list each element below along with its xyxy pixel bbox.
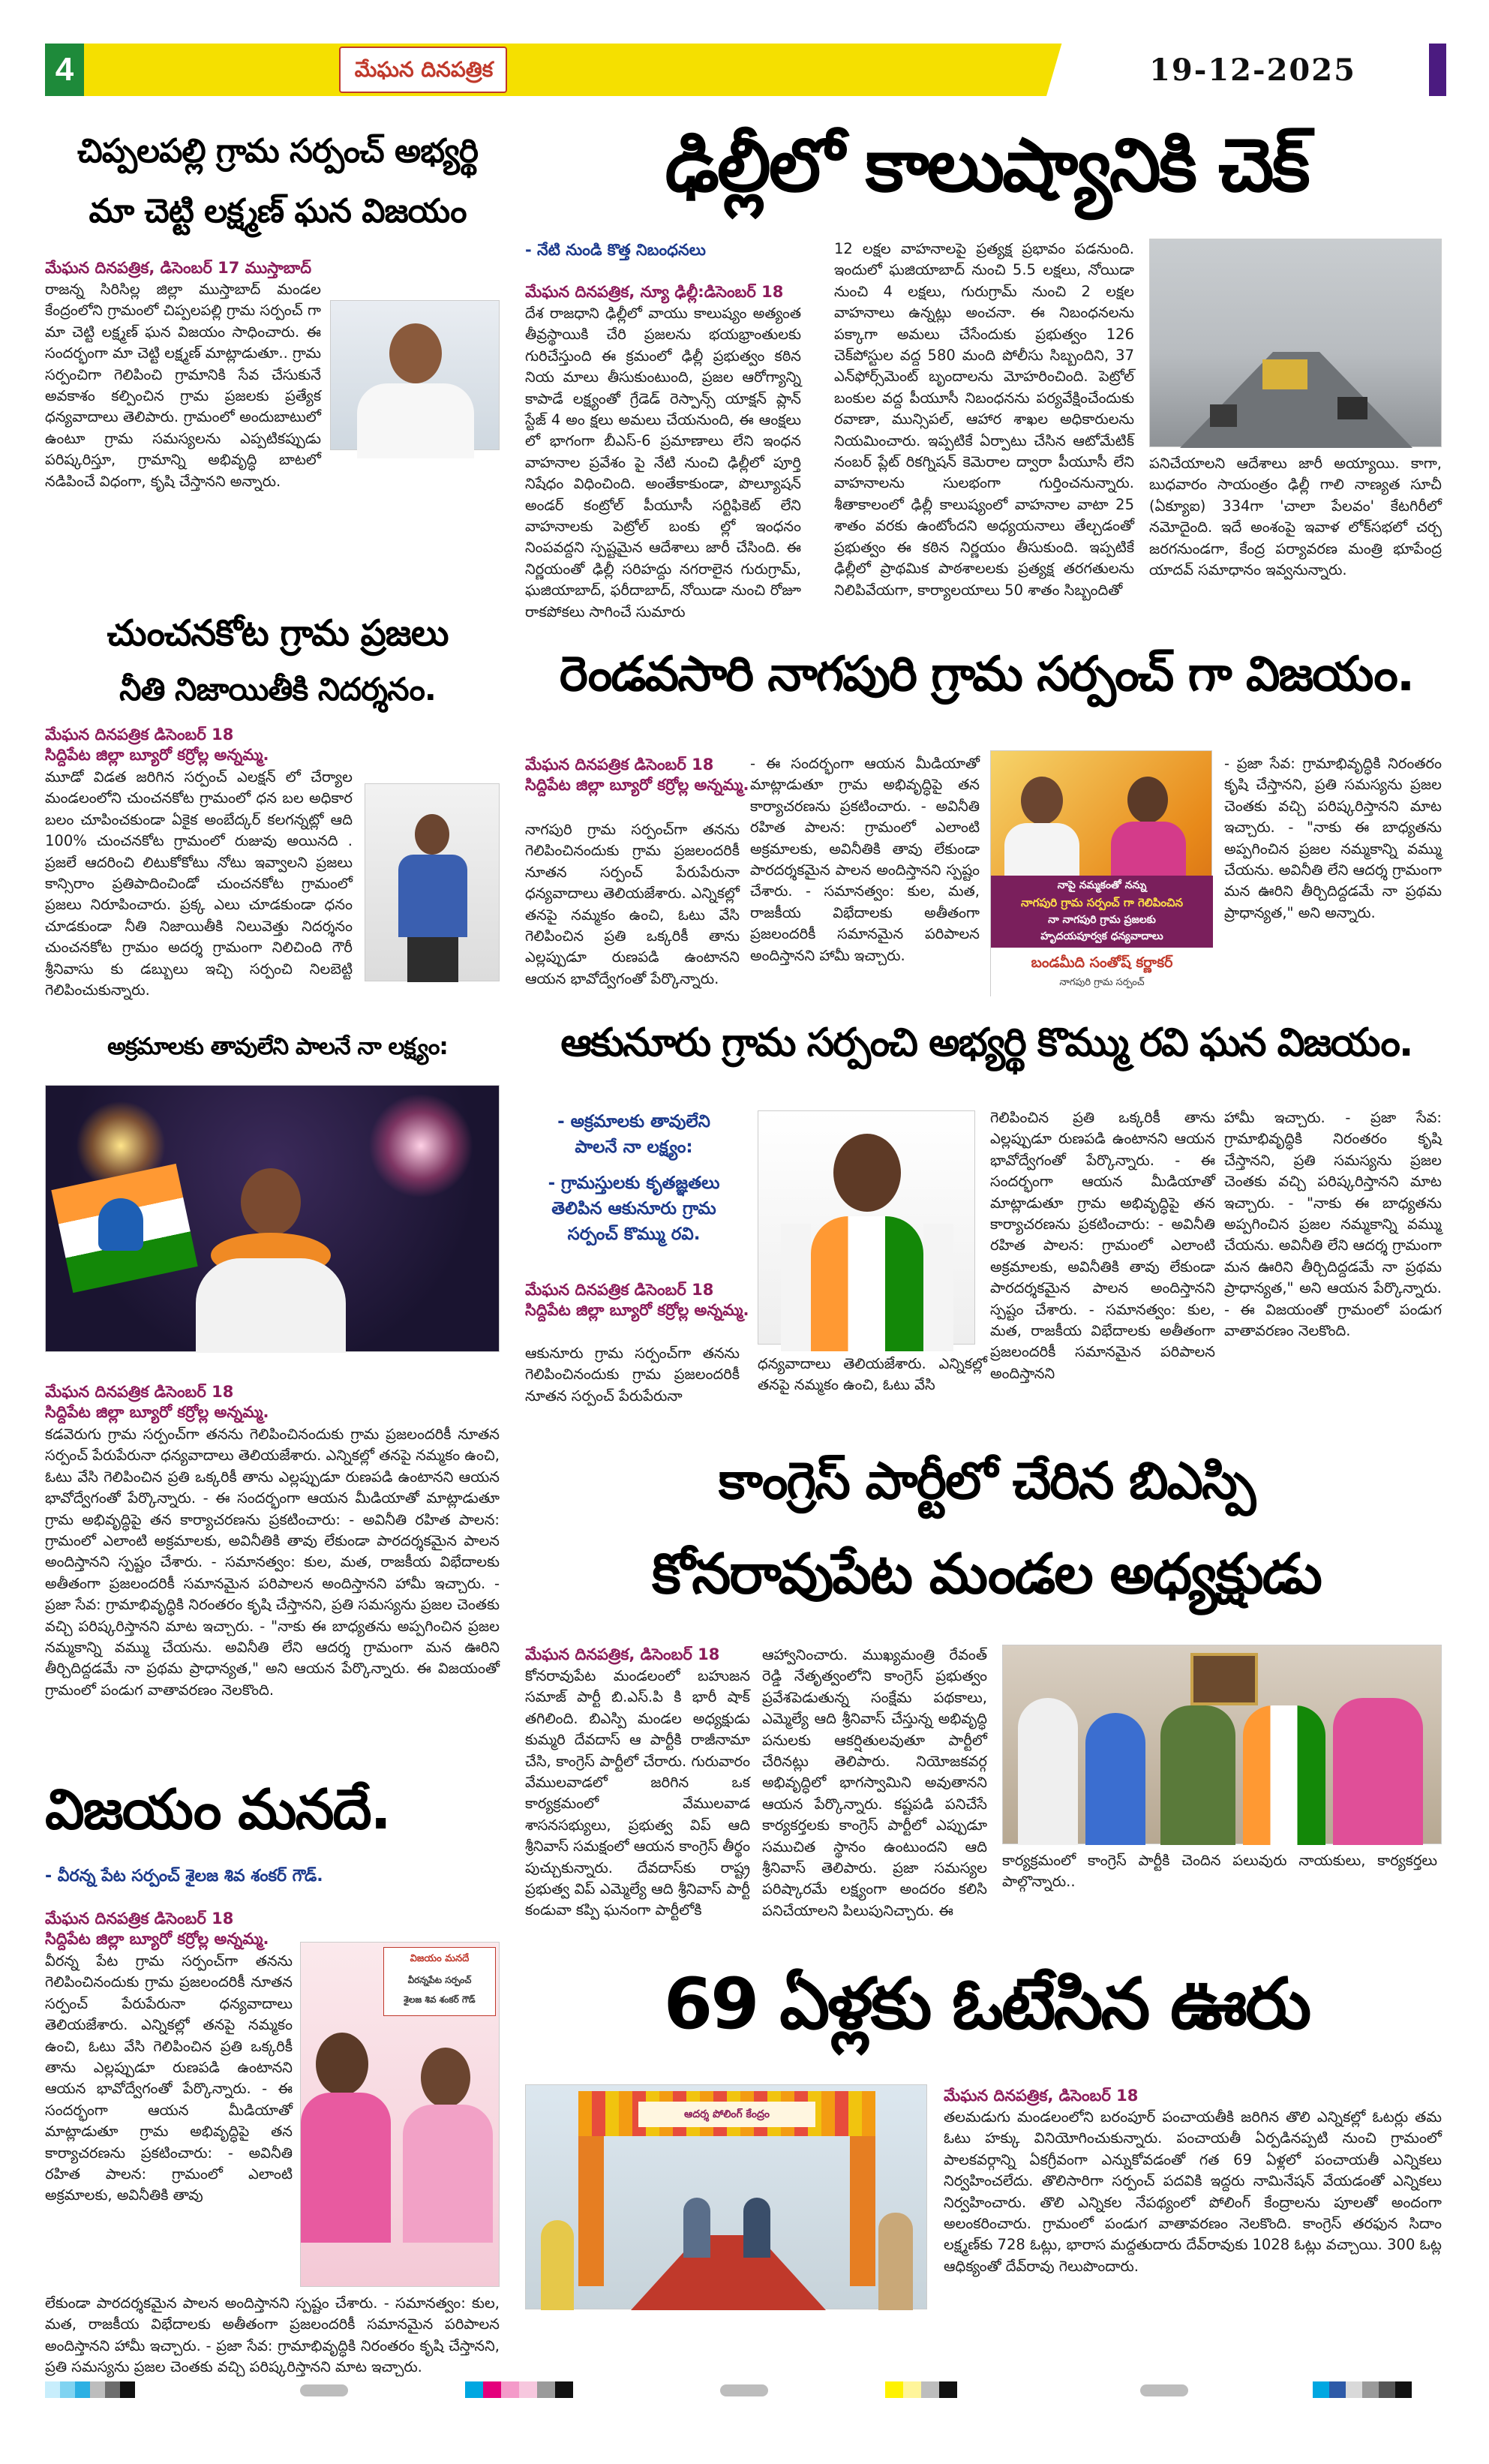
- a6-dateline-line2: సిద్దిపేట జిల్లా బ్యూరో కర్రోల్ల అన్నమ్మ.: [525, 1301, 749, 1319]
- a2-body-col3: పనిచేయాలని ఆదేశాలు జారీ అయ్యాయి. కాగా, బుధవారం సాయంత్రం ఢిల్లీ గాలి నాణ్యత సూచీ (ఏక్యూఐ) 334గా 'చాలా పేలవం' కేటగిరీలో నమోదైంది. ఇదే అంశంపై ఇవాళ లోక్‌సభలో చర్చ జరగనుండగా, కేంద్ర పర్యావరణ మంత్రి భూపేంద్ర యాదవ్ సమాధానం ఇవ్వనున్నారు.: [1149, 455, 1442, 579]
- register-pill: [300, 2384, 348, 2396]
- person-head-icon: [241, 1168, 301, 1236]
- swatch-magenta-light: [501, 2381, 519, 2398]
- masthead-title: మేఘన దినపత్రిక: [354, 57, 494, 82]
- person-shape: [1018, 1698, 1078, 1845]
- a1-headline-line2: మా చెట్టి లక్ష్మణ్ ఘన విజయం: [89, 192, 467, 230]
- poster-line1: విజయం మనదే: [410, 1953, 470, 1964]
- a8-dateline-line1: మేఘన దినపత్రిక డిసెంబర్ 18: [45, 1910, 234, 1928]
- a2-dateline: మేఘన దినపత్రిక, న్యూ ఢిల్లీ:డిసెంబర్ 18: [525, 283, 784, 301]
- a4-body-col1: నాగపురి గ్రామ సర్పంచ్‌గా తనను గెలిపించినందుకు గ్రామ ప్రజలందరికీ నూతన సర్పంచ్ పేరుపేరునా ధన్యవాదాలు తెలియజేశారు. ఎన్నికల్లో తనపై నమ్మకం ఉంచి, ఓటు వేసి గెలిపించిన ప్రతి ఒక్కరికీ తాను ఎల్లప్పుడూ రుణపడి ఉంటానని ఆయన భావోద్వేగంతో పేర్కొన్నారు.: [525, 821, 740, 987]
- a9-polling-photo: [525, 2084, 927, 2309]
- vehicle-shape: [1337, 397, 1367, 419]
- a3-headline-line1: చుంచనకోట గ్రామ ప్రజలు: [107, 612, 449, 654]
- a4-dateline-line2: సిద్దిపేట జిల్లా బ్యూరో కర్రోల్ల అన్నమ్మ.: [525, 776, 749, 794]
- a6-candidate-photo: [758, 1110, 975, 1345]
- person-head-icon: [1127, 777, 1168, 823]
- register-pill: [720, 2384, 768, 2396]
- a8-body-narrow: వీరన్న పేట గ్రామ సర్పంచ్‌గా తనను గెలిపించినందుకు గ్రామ ప్రజలందరికీ నూతన సర్పంచ్ పేరుపేరునా ధన్యవాదాలు తెలియజేశారు. ఎన్నికల్లో తనపై నమ్మకం ఉంచి, ఓటు వేసి గెలిపించిన ప్రతి ఒక్కరికీ తాను ఎల్లప్పుడూ రుణపడి ఉంటానని ఆయన భావోద్వేగంతో పేర్కొన్నారు. - ఈ సందర్భంగా ఆయన మీడియాతో మాట్లాడుతూ గ్రామ అభివృద్ధిపై తన కార్యాచరణను ప్రకటించారు: - అవినీతి రహిత పాలన: గ్రామంలో ఎలాంటి అక్రమాలకు, అవినీతికి తావు: [45, 1952, 293, 2204]
- person-shirt-icon: [1004, 823, 1079, 876]
- a6-subhead-4: తెలిపిన ఆకునూరు గ్రామ: [551, 1199, 716, 1218]
- swatch-cyan: [60, 2381, 75, 2398]
- poster-line2: వీరన్నపేట సర్పంచ్: [407, 1975, 472, 1985]
- wall-portrait-shape: [1190, 1653, 1258, 1705]
- issue-date: 19-12-2025: [1149, 53, 1356, 88]
- a5-celebration-photo: [45, 1085, 500, 1352]
- person-head-icon: [415, 814, 449, 855]
- a6-body-col3: హామీ ఇచ్చారు. - ప్రజా సేవ: గ్రామాభివృద్ధికి నిరంతరం కృషి చేస్తానని, ప్రతి సమస్యను ప్రజల చెంతకు వచ్చి పరిష్కరిస్తానని మాట ఇచ్చారు. - "నాకు ఈ బాధ్యతను అప్పగించిన ప్రజల నమ్మకాన్ని వమ్ము చేయను. అవినీతి లేని ఆదర్శ గ్రామంగా మన ఊరిని తీర్చిదిద్దడమే నా ప్రథమ ప్రాధాన్యత," అని ఆయన పేర్కొన్నారు. - ఈ విజయంతో గ్రామంలో పండుగ వాతావరణం నెలకొంది.: [1224, 1109, 1442, 1340]
- a6-subhead-5: సర్పంచ్ కొమ్ము రవి.: [567, 1224, 701, 1244]
- swatch-grey: [1362, 2381, 1379, 2398]
- person-head-icon: [1021, 777, 1063, 825]
- a8-poster-photo: [300, 1942, 500, 2287]
- a2-body-col2: 12 లక్షల వాహనాలపై ప్రత్యక్ష ప్రభావం పడనుంది. ఇందులో ఘజియాబాద్ నుంచి 5.5 లక్షలు, నోయిడా నుంచి 4 లక్షలు, గురుగ్రామ్ నుంచి 2 లక్షల వాహనాలు ఉన్నట్లు అంచనా. ఈ నిబంధనలను పక్కాగా అమలు చేసేందుకు ప్రభుత్వం 126 చెక్‌పోస్టుల వద్ద 580 మంది పోలీసు సిబ్బందిని, 37 ఎన్‌ఫోర్స్‌మెంట్ బృందాలను మోహరించింది. పెట్రోల్ బంకుల వద్ద పీయూసీ నిబంధనను పర్యవేక్షించేందుకు రవాణా, మున్సిపల్, ఆహార శాఖల అధికారులను నియమించారు. ఇప్పటికే ఏర్పాటు చేసిన ఆటోమేటిక్ నంబర్ ప్లేట్ రికగ్నిషన్ కెమెరాల ద్వారా పీయూసీ లేని వాహనాలను సులభంగా గుర్తించనున్నారు. శీతాకాలంలో ఢిల్లీ కాలుష్యంలో వాహనాల వాటా 25 శాతం వరకు ఉంటోందని అధ్యయనాలు తేల్చడంతో ప్రభుత్వం ఈ కఠిన నిర్ణయం తీసుకుంది. ఇప్పటికే ఢిల్లీలో ప్రాథమిక పాఠశాలలకు ప్రత్యక్ష తరగతులను నిలిపివేయగా, కార్యాలయాలు 50 శాతం సిబ్బందితో: [834, 240, 1134, 599]
- a4-body-col3: - ప్రజా సేవ: గ్రామాభివృద్ధికి నిరంతరం కృషి చేస్తానని, ప్రతి సమస్యను ప్రజల చెంతకు వచ్చి పరిష్కరిస్తానని మాట ఇచ్చారు. - "నాకు ఈ బాధ్యతను అప్పగించిన ప్రజల నమ్మకాన్ని వమ్ము చేయను. అవినీతి లేని ఆదర్శ గ్రామంగా మన ఊరిని తీర్చిదిద్దడమే నా ప్రథమ ప్రాధాన్యత," అని అన్నారు.: [1224, 755, 1442, 921]
- swatch-cyan: [1313, 2381, 1329, 2398]
- swatch-yellow-light: [903, 2381, 921, 2398]
- swatch-blue: [1329, 2381, 1346, 2398]
- party-hand-symbol-icon: [98, 1198, 143, 1251]
- color-bar-right: [1313, 2381, 1412, 2398]
- arch-pillar-shape: [850, 2136, 875, 2286]
- swatch-dark-grey: [1379, 2381, 1395, 2398]
- a2-subhead: - నేటి నుండి కొత్త నిబంధనలు: [525, 241, 706, 259]
- a4-victory-poster: [990, 750, 1212, 996]
- person-head-icon: [421, 2048, 470, 2108]
- a3-candidate-photo: [365, 783, 500, 981]
- person-legs-icon: [407, 937, 458, 982]
- person-shape: [1085, 1713, 1145, 1845]
- swatch-yellow: [885, 2381, 903, 2398]
- a3-headline-line2: నీతి నిజాయితీకి నిదర్శనం.: [119, 671, 436, 708]
- swatch-magenta: [483, 2381, 501, 2398]
- a1-dateline: మేఘన దినపత్రిక, డిసెంబర్ 17 ముస్తాబాద్: [45, 259, 312, 277]
- swatch-cyan: [465, 2381, 483, 2398]
- a7-body-col2: ఆహ్వానించారు. ముఖ్యమంత్రి రేవంత్ రెడ్డి నేతృత్వంలోని కాంగ్రెస్ ప్రభుత్వం ప్రవేశపెడుతున్న సంక్షేమ పథకాలు, ఎమ్మెల్యే ఆది శ్రీనివాస్ చేస్తున్న అభివృద్ధి పనులకు ఆకర్షితులవుతూ పార్టీలో చేరినట్లు తెలిపారు. నియోజకవర్గ అభివృద్ధిలో భాగస్వామిని అవుతానని ఆయన పేర్కొన్నారు. కష్టపడి పనిచేసే కార్యకర్తలకు కాంగ్రెస్ పార్టీలో ఎప్పుడూ సముచిత స్థానం ఉంటుందని ఆది శ్రీనివాస్ తెలిపారు. ప్రజా సమస్యల పరిష్కారమే లక్ష్యంగా అందరం కలిసి పనిచేయాలని పిలుపునిచ్చారు. ఈ: [762, 1646, 987, 1919]
- a3-body: మూడో విడత జరిగిన సర్పంచ్ ఎలక్షన్ లో చేర్యాల మండలంలోని చుంచనకోట గ్రామంలో ధన బల అధికార బలం చూపించకుండా ఏకైక అంబేద్కర్ కలగన్నట్లో ఆది 100% చుంచనకోట గ్రామంలో రుజువు అయినది . ప్రజలే ఆదరించి లిటుకోకోటు నోటు ఇవ్వాలని ప్రజలు కాన్సిరాం ప్రతిపాదించిండో చుంచనకోట గ్రామంలో ప్రజలు నిరూపించారు. ప్రక్క ఎలు చూడకుండా ధనం చూడకుండా నీతి నిజాయితీకి నిలువెత్తు నిదర్శనం చుంచనకోట గ్రామం అదర్శ గ్రామంగా నిలిచింది గౌరీ శ్రీనివాసు కు డబ్బులు ఇచ్చి సర్పంచి నిలబెట్టి గెలిపించుకున్నారు.: [45, 768, 353, 999]
- a8-headline: విజయం మనదే.: [45, 1777, 390, 1842]
- a6-subhead-1: - అక్రమాలకు తావులేని: [557, 1112, 710, 1131]
- person-shirt-icon: [398, 855, 467, 937]
- swatch-grey: [921, 2381, 939, 2398]
- a1-body: రాజన్న సిరిసిల్ల జిల్లా ముస్తాబాద్ మండల కేంద్రంలోని గ్రామంలో చిప్పలపల్లి గ్రామ సర్పంచ్ గా మా చెట్టి లక్ష్మణ్ ఘన విజయం సాధించారు. ఈ సందర్భంగా మా చెట్టి లక్ష్మణ్ మాట్లాడుతూ.. గ్రామ సర్పంచిగా గెలిపించి గ్రామానికి సేవ చేసుకునే అవకాశం కల్పించిన గ్రామ ప్రజలకు ప్రత్యేక ధన్యవాదాలు తెలిపారు. గ్రామంలో అందుబాటులో ఉంటూ గ్రామ సమస్యలను ఎప్పటికప్పుడు పరిష్కరిస్తూ, గ్రామాన్ని అభివృద్ధి బాటలో నడిపించే విధంగా, కృషి చేస్తానని అన్నారు.: [45, 281, 321, 490]
- poster-line1: నాపై నమ్మకంతో నన్ను: [1057, 879, 1147, 891]
- a6-body-under-photo: ధన్యవాదాలు తెలియజేశారు. ఎన్నికల్లో తనపై నమ్మకం ఉంచి, ఓటు వేసి: [758, 1355, 987, 1394]
- a9-headline: 69 ఏళ్లకు ఓటేసిన ఊరు: [663, 1964, 1310, 2045]
- person-shape: [541, 2220, 574, 2310]
- person-shirt-icon: [781, 1224, 811, 1351]
- swatch-cyan-dark: [75, 2381, 90, 2398]
- swatch-grey: [90, 2381, 105, 2398]
- a8-dateline-line2: సిద్దిపేట జిల్లా బ్యూరో కర్రోల్ల అన్నమ్మ.: [45, 1930, 269, 1948]
- a6-subhead-2: పాలనే నా లక్ష్యం:: [575, 1137, 693, 1157]
- a9-dateline: మేఘన దినపత్రిక, డిసెంబర్ 18: [944, 2087, 1139, 2105]
- a2-headline: ఢిల్లీలో కాలుష్యానికి చెక్: [665, 123, 1308, 209]
- a6-dateline-line1: మేఘన దినపత్రిక డిసెంబర్ 18: [525, 1281, 714, 1299]
- a5-body: కడవెరుగు గ్రామ సర్పంచ్‌గా తనను గెలిపించినందుకు గ్రామ ప్రజలందరికీ నూతన సర్పంచ్ పేరుపేరునా ధన్యవాదాలు తెలియజేశారు. ఎన్నికల్లో తనపై నమ్మకం ఉంచి, ఓటు వేసి గెలిపించిన ప్రతి ఒక్కరికీ తాను ఎల్లప్పుడూ రుణపడి ఉంటానని ఆయన భావోద్వేగంతో పేర్కొన్నారు. - ఈ సందర్భంగా ఆయన మీడియాతో మాట్లాడుతూ గ్రామ అభివృద్ధిపై తన కార్యాచరణను ప్రకటించారు: - అవినీతి రహిత పాలన: గ్రామంలో ఎలాంటి అక్రమాలకు, అవినీతికి తావు లేకుండా పారదర్శకమైన పాలన అందిస్తానని స్పష్టం చేశారు. - సమానత్వం: కుల, మత, రాజకీయ విభేదాలకు అతీతంగా ప్రజలందరికీ సమానమైన పరిపాలన అందిస్తానని హామీ ఇచ్చారు. - ప్రజా సేవ: గ్రామాభివృద్ధికి నిరంతరం కృషి చేస్తానని, ప్రతి సమస్యను ప్రజల చెంతకు వచ్చి పరిష్కరిస్తానని మాట ఇచ్చారు. - "నాకు ఈ బాధ్యతను అప్పగించిన ప్రజల నమ్మకాన్ని వమ్ము చేయను. అవినీతి లేని ఆదర్శ గ్రామంగా మన ఊరిని తీర్చిదిద్దడమే నా ప్రథమ ప్రాధాన్యత," అని ఆయన పేర్కొన్నారు. ఈ విజయంతో గ్రామంలో పండుగ వాతావరణం నెలకొంది.: [45, 1426, 500, 1699]
- a5-headline: అక్రమాలకు తావులేని పాలనే నా లక్ష్యం:: [107, 1033, 448, 1060]
- poster-line4: హృదయపూర్వక ధన్యవాదాలు: [1040, 930, 1163, 942]
- register-pill: [1140, 2384, 1188, 2396]
- person-shape: [743, 2198, 770, 2258]
- a3-dateline-line2: సిద్దిపేట జిల్లా బ్యూరో కర్రోల్ల అన్నమ్మ.: [45, 746, 269, 764]
- person-head-icon: [389, 323, 442, 383]
- a5-dateline-line2: సిద్దిపేట జిల్లా బ్యూరో కర్రోల్ల అన్నమ్మ.: [45, 1403, 269, 1421]
- color-bar-mid: [465, 2381, 573, 2398]
- a8-subhead: - వీరన్న పేట సర్పంచ్ శైలజ శివ శంకర్ గౌడ్.: [45, 1867, 323, 1886]
- a2-body-col1: దేశ రాజధాని ఢిల్లీలో వాయు కాలుష్యం అత్యంత తీవ్రస్థాయికి చేరి ప్రజలను భయభ్రాంతులకు గురిచేస్తుంది ఈ క్రమంలో ఢిల్లీ ప్రభుత్వం కఠిన నియ మాలు తీసుకుంటుంది, ప్రజల ఆరోగ్యాన్ని కాపాడే లక్ష్యంతో గ్రేడెడ్ రెస్పాన్స్ యాక్షన్ ప్లాన్ స్టేజ్ 4 అం క్షలు అమలు చేయనుంది, ఈ ఆంక్షలు లో భాగంగా బీఎస్-6 ప్రమాణాలు లేని ఇంధన వాహనాల ప్రవేశం పై నేటి నుంచి ఢిల్లీలో పూర్తి నిషేధం విధించింది. అంతేకాకుండా, పొల్యూషన్ అండర్ కంట్రోల్ పీయూసీ సర్టిఫికెట్ లేని వాహనాలకు పెట్రోల్ బంకు ల్లో ఇంధనం నింపవద్దని స్పష్టమైన ఆదేశాలు జారీ చేసింది. ఈ నిర్ణయంతో ఢిల్లీ సరిహద్దు నగరాలైన గురుగ్రామ్, ఘజియాబాద్, ఫరీదాబాద్, నోయిడా నుంచి రోజూ రాకపోకలు సాగించే సుమారు: [525, 305, 801, 621]
- swatch-black: [555, 2381, 573, 2398]
- a7-headline-line2: కోనరావుపేట మండల అధ్యక్షుడు: [652, 1542, 1321, 1606]
- vehicle-shape: [1210, 404, 1237, 427]
- a1-candidate-photo: [330, 300, 500, 450]
- person-shirt-icon: [357, 383, 474, 458]
- a8-body-full: లేకుండా పారదర్శకమైన పాలన అందిస్తానని స్పష్టం చేశారు. - సమానత్వం: కుల, మత, రాజకీయ విభేదాలకు అతీతంగా ప్రజలందరికీ సమానమైన పరిపాలన అందిస్తానని హామీ ఇచ్చారు. - ప్రజా సేవ: గ్రామాభివృద్ధికి నిరంతరం కృషి చేస్తానని, ప్రతి సమస్యను ప్రజల చెంతకు వచ్చి పరిష్కరిస్తానని మాట ఇచ్చారు.: [45, 2294, 500, 2376]
- swatch-dark-grey: [105, 2381, 120, 2398]
- page-number: 4: [45, 44, 84, 96]
- person-shape: [683, 2198, 710, 2258]
- a4-body-col2: - ఈ సందర్భంగా ఆయన మీడియాతో మాట్లాడుతూ గ్రామ అభివృద్ధిపై తన కార్యాచరణను ప్రకటించారు. - అవినీతి రహిత పాలన: గ్రామంలో ఎలాంటి అక్రమాలకు, అవినీతికి తావు లేకుండా పారదర్శకమైన పాలన అందిస్తానని స్పష్టం చేశారు. - సమానత్వం: కుల, మత, రాజకీయ విభేదాలకు అతీతంగా ప్రజలందరికీ సమానమైన పరిపాలన అందిస్తానని హామీ ఇచ్చారు.: [750, 755, 980, 964]
- person-head-icon: [316, 2033, 368, 2096]
- a7-body-col1: కోనరావుపేట మండలంలో బహుజన సమాజ్ పార్టీ బి.ఎస్.పి కి భారీ షాక్ తగిలింది. బిఎస్పి మండల అధ్యక్షుడు కుమ్మరి దేవదాస్ ఆ పార్టీకి రాజీనామా చేసి, కాంగ్రెస్ పార్టీలో చేరారు. గురువారం వేములవాడలో జరిగిన ఒక కార్యక్రమంలో వేములవాడ శాసనసభ్యులు, ప్రభుత్వ విప్ ఆది శ్రీనివాస్ సమక్షంలో ఆయన కాంగ్రెస్ తీర్థం పుచ్చుకున్నారు. దేవదాస్‌కు రాష్ట్ర ప్రభుత్వ విప్ ఎమ్మెల్యే ఆది శ్రీనివాస్ పార్టీ కండువా కప్పి ఘనంగా పార్టీలోకి: [525, 1667, 750, 1919]
- a4-dateline-line1: మేఘన దినపత్రిక డిసెంబర్ 18: [525, 756, 714, 774]
- person-shape: [1160, 1705, 1235, 1845]
- carpet-shape: [631, 2235, 826, 2310]
- swatch-black: [1395, 2381, 1412, 2398]
- party-scarf-shape: [301, 2093, 391, 2243]
- person-saree-icon: [1111, 822, 1186, 876]
- swatch-black: [939, 2381, 957, 2398]
- arch-pillar-shape: [578, 2136, 604, 2286]
- party-scarf-shape: [1243, 1705, 1325, 1845]
- swatch-pink: [519, 2381, 537, 2398]
- a7-joining-photo: [1002, 1645, 1442, 1844]
- a4-headline: రెండవసారి నాగపురి గ్రామ సర్పంచ్ గా విజయం.: [559, 647, 1414, 702]
- fireworks-shape: [368, 1093, 473, 1198]
- swatch-grey-light: [1346, 2381, 1362, 2398]
- poster-line3: నా నాగపురి గ్రామ ప్రజలకు: [1048, 914, 1156, 926]
- a6-body-col1: ఆకునూరు గ్రామ సర్పంచ్‌గా తనను గెలిపించినందుకు గ్రామ ప్రజలందరికీ నూతన సర్పంచ్ పేరుపేరునా: [525, 1345, 740, 1405]
- person-head-icon: [833, 1134, 901, 1212]
- a6-subhead-3: - గ్రామస్తులకు కృతజ్ఞతలు: [548, 1173, 720, 1193]
- poster-title: నాగపురి గ్రామ సర్పంచ్: [1059, 977, 1145, 988]
- a7-headline-line1: కాంగ్రెస్ పార్టీలో చేరిన బిఎస్పి: [718, 1452, 1255, 1511]
- a6-headline: ఆకునూరు గ్రామ సర్పంచి అభ్యర్థి కొమ్ము రవి ఘన విజయం.: [560, 1020, 1412, 1065]
- poster-line3: శైలజ శివ శంకర్ గౌడ్: [404, 1994, 476, 2005]
- poster-line2: నాగపురి గ్రామ సర్పంచ్ గా గెలిపించిన: [1020, 896, 1183, 909]
- person-saree-icon: [403, 2105, 493, 2243]
- swatch-black: [120, 2381, 135, 2398]
- color-bar-yellow: [885, 2381, 957, 2398]
- banner-text: ఆదర్శ పోలింగ్ కేంద్రం: [638, 2102, 815, 2127]
- bus-shape: [1262, 359, 1307, 389]
- a3-dateline-line1: మేఘన దినపత్రిక డిసెంబర్ 18: [45, 726, 234, 744]
- person-shape: [878, 2213, 913, 2310]
- a9-body: తలమడుగు మండలంలోని బరంపూర్ పంచాయతీకి జరిగిన తొలి ఎన్నికల్లో ఓటర్లు తమ ఓటు హక్కు వినియోగించుకున్నారు. పంచాయతీ ఏర్పడినప్పటి నుంచి గ్రామంలో పాలకవర్గాన్ని ఏకగ్రీవంగా ఎన్నుకోవడంతో గత 69 ఏళ్లలో పంచాయతీ ఎన్నికలు నిర్వహించలేదు. తొలిసారిగా సర్పంచ్ పదవికి ఇద్దరు నామినేషన్ వేయడంతో ఎన్నికలు నిర్వహించారు. తొలి ఎన్నికల నేపథ్యంలో పోలింగ్ కేంద్రాలను పూలతో అందంగా అలంకరించారు. గ్రామంలో పండుగ వాతావరణం నెలకొంది. కాంగ్రెస్ తరఫున సిదాం లక్ష్మణ్‌కు 728 ఓట్లు, భారాస మద్దతుదారు దేవ్‌రావుకు 1028 ఓట్లు వచ్చాయి. 300 ఓట్ల ఆధిక్యంతో దేవ్‌రావు గెలుపొందారు.: [944, 2108, 1442, 2275]
- person-shirt-icon: [196, 1258, 346, 1353]
- party-scarf-shape: [811, 1216, 923, 1351]
- person-shirt-icon: [923, 1224, 953, 1351]
- swatch-grey: [537, 2381, 555, 2398]
- a1-headline-line1: చిప్పలపల్లి గ్రామ సర్పంచ్ అభ్యర్థి: [77, 132, 478, 170]
- a7-dateline: మేఘన దినపత్రిక, డిసెంబర్ 18: [525, 1645, 720, 1663]
- header-yellow-stripe: [45, 44, 1080, 96]
- a2-traffic-photo: [1149, 239, 1442, 447]
- a6-body-col2: గెలిపించిన ప్రతి ఒక్కరికీ తాను ఎల్లప్పుడూ రుణపడి ఉంటానని ఆయన భావోద్వేగంతో పేర్కొన్నారు. - ఈ సందర్భంగా ఆయన మీడియాతో మాట్లాడుతూ గ్రామ అభివృద్ధిపై తన కార్యాచరణను ప్రకటించారు: - అవినీతి రహిత పాలన: గ్రామంలో ఎలాంటి అక్రమాలకు, అవినీతికి తావు లేకుండా పారదర్శకమైన పాలన అందిస్తానని స్పష్టం చేశారు. - సమానత్వం: కుల, మత, రాజకీయ విభేదాలకు అతీతంగా ప్రజలందరికీ సమానమైన పరిపాలన అందిస్తానని: [990, 1109, 1215, 1382]
- a7-body-col3: కార్యక్రమంలో కాంగ్రెస్ పార్టీకి చెందిన పలువురు నాయకులు, కార్యకర్తలు పాల్గొన్నారు..: [1002, 1852, 1437, 1891]
- poster-name: బండమీది సంతోష్ కర్ణాకర్: [1031, 954, 1173, 971]
- swatch-cyan-light: [45, 2381, 60, 2398]
- a5-dateline-line1: మేఘన దినపత్రిక డిసెంబర్ 18: [45, 1383, 234, 1401]
- color-bar-left: [45, 2381, 135, 2398]
- person-shape: [1333, 1698, 1423, 1845]
